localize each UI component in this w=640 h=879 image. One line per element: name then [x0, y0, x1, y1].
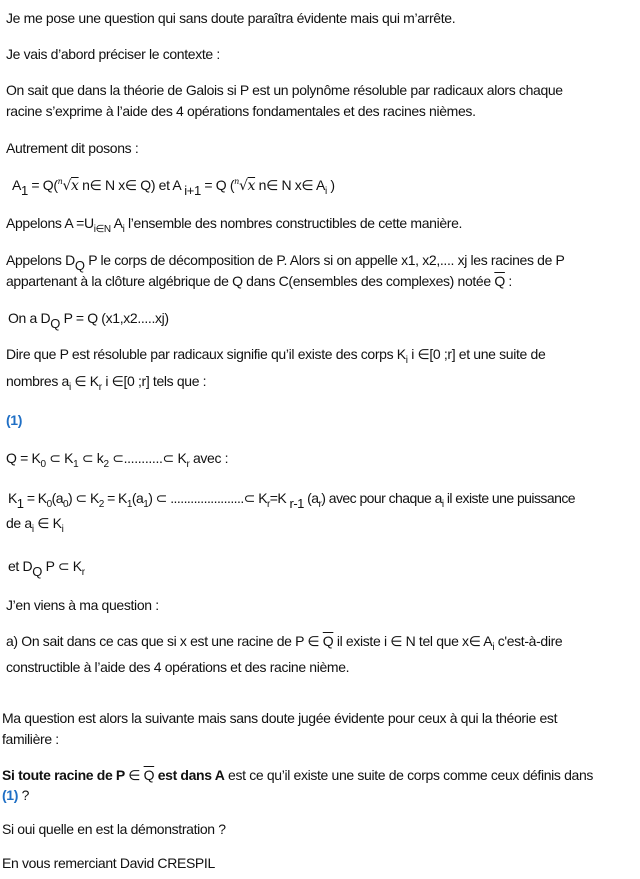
paragraph-decomposition-line1: Appelons $D_Q$ P le corps de décomposition de P. Alors si on appelle x1, x2,.... xj les racines de P	[6, 252, 565, 273]
q-bar-symbol: $\overline{Q}$	[494, 273, 505, 289]
definition-a1: $A_1 = Q(^n√x$ n∈ N x∈ Q) et A $_{i+1}$ = Q ($^n$√x n∈ N x∈ $A_i$ )	[12, 177, 335, 198]
field-chain: $Q = K_0$ ⊂ $K_1$ ⊂ $k_2$ ⊂...........⊂ $K_r$ avec :	[6, 450, 229, 470]
nth-root-symbol: $^n$√x	[234, 177, 256, 194]
paragraph-a-line2: constructible à l’aide des 4 opérations et des racine nième.	[6, 659, 350, 675]
paragraph-resoluble-line1: Dire que P est résoluble par radicaux signifie qu’il existe des corps $K_i$ i ∈[0 ;r] et une suite de	[6, 346, 546, 366]
reference-link-1: (1)	[2, 787, 19, 803]
paragraph-intro: Je me pose une question qui sans doute paraîtra évidente mais qui m’arrête.	[6, 10, 456, 26]
definition-union-a: Appelons $A =U_{i\in N}$ $A_i$ l’ensemble des nombres constructibles de cette manière.	[6, 215, 463, 235]
paragraph-resoluble-line2: nombres $a_i$ ∈ $K_r$ i ∈[0 ;r] tels que :	[6, 373, 207, 393]
q-bar-symbol: $\overline{Q}$	[322, 633, 334, 649]
key-question-line2: (1) ?	[2, 787, 30, 803]
paragraph-posons: Autrement dit posons :	[6, 140, 139, 156]
signature: En vous remerciant David CRESPIL	[2, 855, 215, 871]
paragraph-main-question-line1: Ma question est alors la suivante mais sans doute jugée évidente pour ceux à qui la théorie est	[2, 710, 558, 726]
field-extension-chain: $K_1 = K_0(a_0)$ ⊂ $K_2 = K_1(a_1)$ ⊂ ......................⊂ $K_r=K$ $_{r-1}$ $(a_r)$ avec pour chaque $a_i$ il existe une puissance	[8, 490, 576, 511]
paragraph-galois-line2: racine s’exprime à l’aide des 4 opérations fondamentales et des racines nièmes.	[6, 103, 476, 119]
paragraph-decomposition-line2: appartenant à la clôture algébrique de Q dans C(ensembles des complexes) notée $\overline{Q}$ :	[6, 273, 512, 289]
paragraph-question-intro: J’en viens à ma question :	[6, 597, 159, 613]
equation-dq-p: On a $D_Q$ P = Q (x1,x2.....xj)	[8, 310, 169, 331]
paragraph-context: Je vais d’abord préciser le contexte :	[6, 46, 220, 62]
q-bar-symbol: $\overline{Q}$	[143, 767, 155, 783]
inclusion-dq-kr: et $D_Q$ P ⊂ $K_r$	[8, 558, 85, 579]
field-extension-chain-cont: de $a_i$ ∈ $K_i$	[6, 515, 64, 535]
paragraph-main-question-line2: familière :	[2, 731, 59, 747]
key-question-line1: Si toute racine de P ∈ $\overline{Q}$ est dans A est ce qu’il existe une suite de corps comme ceux définis dans	[2, 767, 594, 783]
reference-label-1: (1)	[6, 412, 23, 428]
paragraph-demonstration: Si oui quelle en est la démonstration ?	[2, 821, 226, 837]
paragraph-galois-line1: On sait que dans la théorie de Galois si P est un polynôme résoluble par radicaux alors chaque	[6, 82, 563, 98]
paragraph-a-line1: a) On sait dans ce cas que si x est une racine de P ∈ $\overline{Q}$ il existe i ∈ N tel que x∈ $A_i$ c'est-à-dire	[6, 633, 563, 653]
nth-root-symbol: $^n$√x	[57, 177, 79, 194]
